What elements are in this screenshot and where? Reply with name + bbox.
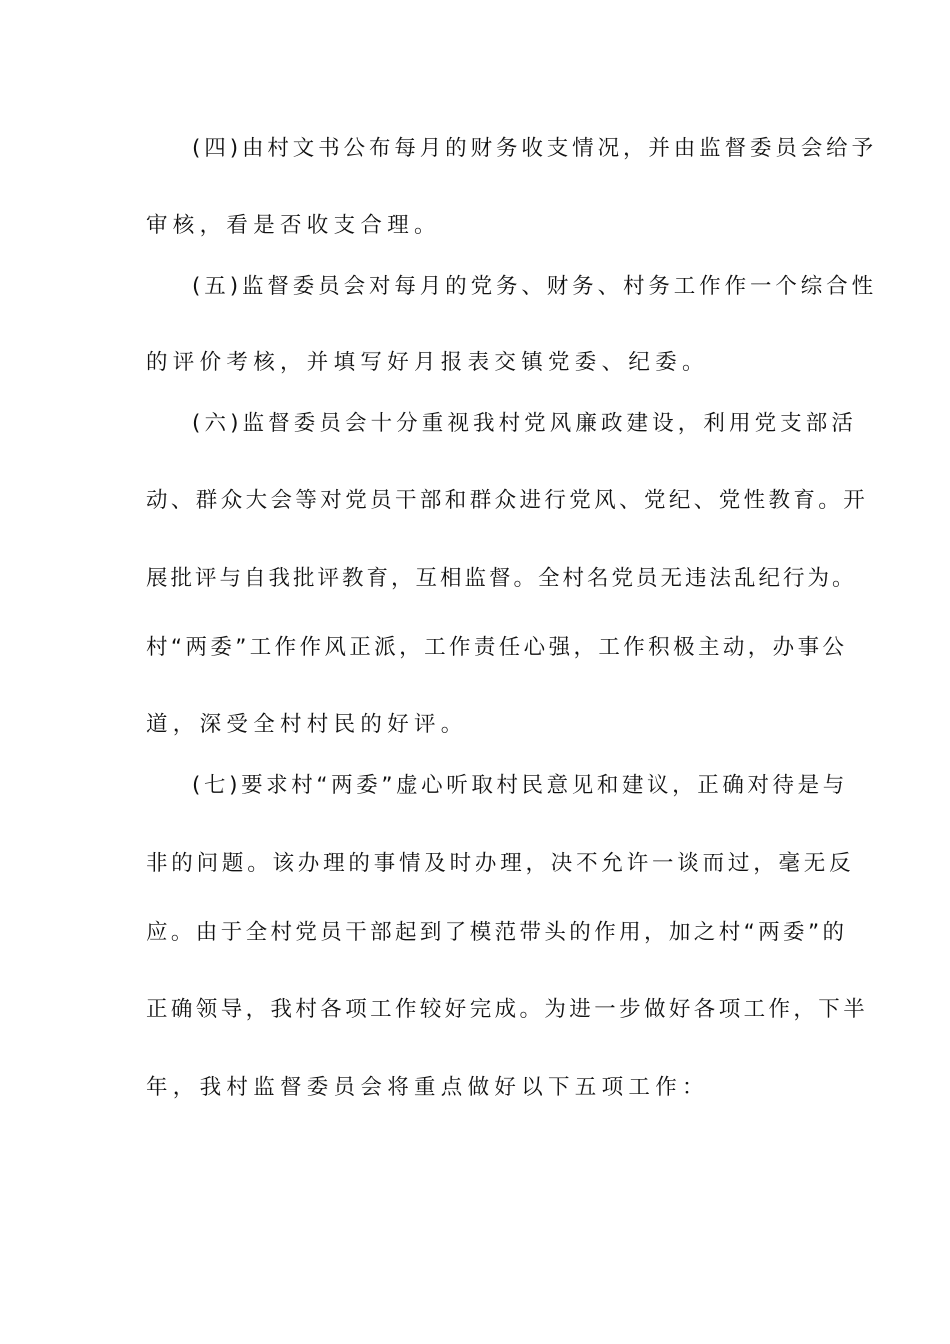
paragraph-7-line-3: 应。由于全村党员干部起到了模范带头的作用，加之村“两委”的 <box>146 920 848 945</box>
paragraph-4-line-1: (四)由村文书公布每月的财务收支情况，并由监督委员会给予 <box>192 136 877 161</box>
paragraph-5-line-1: (五)监督委员会对每月的党务、财务、村务工作作一个综合性 <box>192 274 877 299</box>
paragraph-5-line-2: 的评价考核，并填写好月报表交镇党委、纪委。 <box>146 350 709 375</box>
paragraph-6-line-4: 村“两委”工作作风正派，工作责任心强，工作积极主动，办事公 <box>146 635 848 660</box>
paragraph-6-line-5: 道，深受全村村民的好评。 <box>146 712 468 737</box>
paragraph-7-line-2: 非的问题。该办理的事情及时办理，决不允许一谈而过，毫无反 <box>146 851 855 876</box>
paragraph-7-line-4: 正确领导，我村各项工作较好完成。为进一步做好各项工作，下半 <box>146 997 869 1022</box>
paragraph-6-line-3: 展批评与自我批评教育，互相监督。全村名党员无违法乱纪行为。 <box>146 566 857 591</box>
paragraph-6-line-1: (六)监督委员会十分重视我村党风廉政建设，利用党支部活 <box>192 411 857 436</box>
paragraph-6-line-2: 动、群众大会等对党员干部和群众进行党风、党纪、党性教育。开 <box>146 488 869 513</box>
paragraph-7-line-1: (七)要求村“两委”虚心听取村民意见和建议，正确对待是与 <box>192 773 848 798</box>
paragraph-7-line-5: 年，我村监督委员会将重点做好以下五项工作： <box>146 1075 709 1100</box>
paragraph-4-line-2: 审核，看是否收支合理。 <box>146 213 441 238</box>
